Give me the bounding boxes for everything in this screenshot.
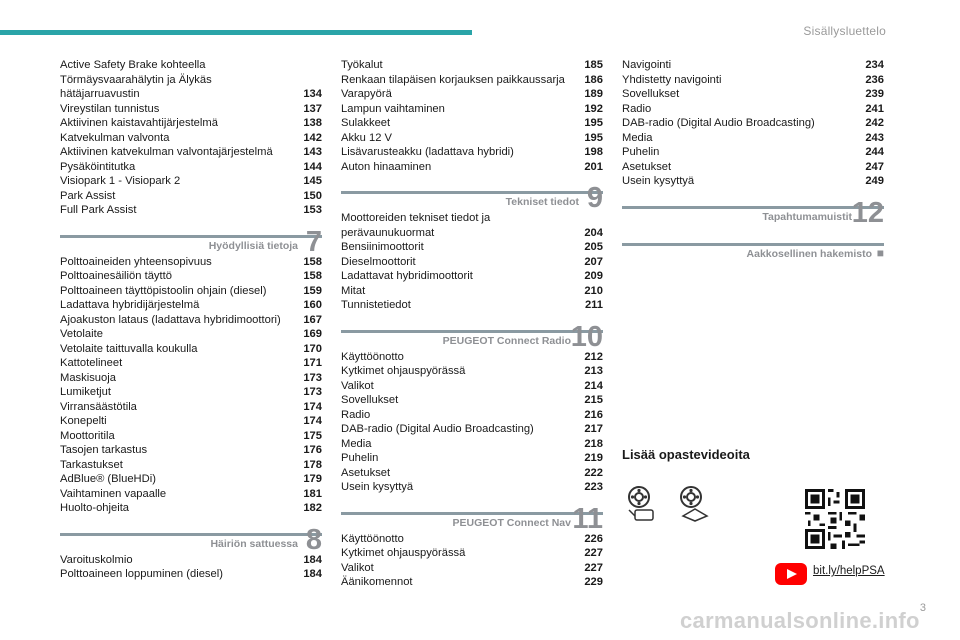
toc-entry-title: Radio xyxy=(341,408,371,421)
toc-entry-title: Äänikomennot xyxy=(341,576,413,588)
toc-entry-page: 234 xyxy=(865,59,884,71)
toc-entry-page: 150 xyxy=(303,189,322,202)
toc-entry-page: 198 xyxy=(584,146,603,158)
toc-entry-title: Full Park Assist xyxy=(60,204,137,216)
toc-entry[interactable] xyxy=(341,466,603,481)
section-title: Tekniset tiedot xyxy=(505,196,579,208)
toc-list xyxy=(341,350,603,495)
toc-entry-page: 138 xyxy=(303,117,322,129)
toc-entry-title: Tunnistetiedot xyxy=(341,299,411,311)
toc-entry[interactable] xyxy=(341,364,603,379)
toc-entry-page: 174 xyxy=(303,415,322,427)
toc-entry-title: Tasojen tarkastus xyxy=(60,444,148,456)
toc-entry-page: 186 xyxy=(584,73,603,86)
toc-entry-title: Kytkimet ohjauspyörässä xyxy=(341,365,466,377)
more-videos-title: Lisää opastevideoita xyxy=(622,447,750,462)
toc-entry[interactable] xyxy=(60,284,322,299)
toc-entry-title: Katvekulman valvonta xyxy=(60,131,170,144)
section-divider xyxy=(622,243,884,246)
toc-entry[interactable] xyxy=(60,443,322,458)
toc-entry[interactable] xyxy=(622,174,884,189)
toc-entry-title: Virransäästötila xyxy=(60,400,137,413)
section-title: Häiriön sattuessa xyxy=(210,537,298,550)
toc-entry[interactable] xyxy=(341,546,603,561)
toc-entry[interactable] xyxy=(60,131,322,146)
toc-entry-page: 169 xyxy=(303,328,322,340)
toc-entry[interactable] xyxy=(341,73,603,88)
toc-entry-title: Ladattava hybridijärjestelmä xyxy=(60,299,200,311)
section-number: 12 xyxy=(851,196,884,229)
toc-entry-title: Sovellukset xyxy=(622,88,680,100)
section-header-10 xyxy=(341,320,603,353)
section-header-9 xyxy=(341,182,603,214)
toc-entry[interactable] xyxy=(60,116,322,131)
toc-column-3 xyxy=(622,58,884,263)
toc-column-2 xyxy=(341,58,603,590)
toc-entry-title: AdBlue® (BlueHDi) xyxy=(60,473,156,485)
toc-entry-page: 227 xyxy=(584,547,603,559)
toc-entry-page: 179 xyxy=(303,473,322,485)
section-number: 8 xyxy=(305,523,322,556)
toc-entry-page: 243 xyxy=(865,131,884,144)
toc-entry-title: Konepelti xyxy=(60,415,107,427)
toc-entry[interactable] xyxy=(341,160,603,175)
toc-entry-title: Pysäköintitutka xyxy=(60,160,136,173)
video-tutorial-icon-2[interactable] xyxy=(677,486,709,522)
section-divider xyxy=(341,330,603,333)
toc-entry[interactable] xyxy=(341,379,603,394)
section-header-12 xyxy=(622,196,884,229)
toc-entry-title: Akku 12 V xyxy=(341,131,392,144)
toc-entry-title: Visiopark 1 - Visiopark 2 xyxy=(60,175,181,187)
toc-entry-page: 211 xyxy=(584,299,603,311)
toc-entry-page: 173 xyxy=(303,371,322,384)
toc-entry[interactable] xyxy=(622,58,884,73)
page-header-title: Sisällysluettelo xyxy=(803,24,886,38)
toc-entry[interactable] xyxy=(341,284,603,299)
section-number: 10 xyxy=(570,320,603,353)
toc-entry[interactable] xyxy=(341,422,603,437)
toc-entry-page: 137 xyxy=(303,102,322,115)
section-title: PEUGEOT Connect Nav xyxy=(452,516,571,529)
toc-entry-title: Moottoreiden tekniset tiedot ja xyxy=(341,212,491,224)
toc-entry[interactable] xyxy=(341,211,603,226)
toc-entry-page: 176 xyxy=(303,444,322,456)
toc-entry-title: Usein kysyttyä xyxy=(622,175,695,187)
toc-entry-title: Sovellukset xyxy=(341,394,399,406)
toc-entry[interactable] xyxy=(622,160,884,175)
toc-entry[interactable] xyxy=(60,371,322,386)
toc-entry-title: Puhelin xyxy=(622,146,660,158)
toc-entry[interactable] xyxy=(60,255,322,270)
toc-entry-page: 204 xyxy=(584,226,603,239)
toc-entry-page: 215 xyxy=(584,394,603,406)
toc-list xyxy=(60,255,322,516)
toc-entry[interactable] xyxy=(60,298,322,313)
section-number: 9 xyxy=(586,182,603,214)
toc-entry-page: 143 xyxy=(303,146,322,158)
toc-entry[interactable] xyxy=(60,356,322,371)
toc-entry-page: 219 xyxy=(584,452,603,464)
toc-entry-title: Puhelin xyxy=(341,452,379,464)
toc-entry-page: 153 xyxy=(303,204,322,216)
toc-entry-page: 201 xyxy=(584,160,603,173)
toc-entry-title: Active Safety Brake kohteella xyxy=(60,59,206,71)
toc-entry-page: 167 xyxy=(303,313,322,326)
toc-entry[interactable] xyxy=(341,102,603,117)
toc-entry-page: 226 xyxy=(584,532,603,545)
toc-entry[interactable] xyxy=(341,145,603,160)
toc-entry[interactable] xyxy=(60,567,322,582)
toc-entry[interactable] xyxy=(341,350,603,365)
toc-entry-page: 205 xyxy=(584,241,603,253)
toc-entry-title: Auton hinaaminen xyxy=(341,160,432,173)
toc-entry-page: 181 xyxy=(303,487,322,500)
toc-entry-title: Bensiinimoottorit xyxy=(341,241,424,253)
toc-entry-title: Polttoainesäiliön täyttö xyxy=(60,270,172,282)
toc-entry-page: 182 xyxy=(303,502,322,514)
toc-entry-title: Vetolaite taittuvalla koukulla xyxy=(60,342,198,355)
section-divider xyxy=(341,512,603,515)
help-video-link[interactable]: bit.ly/helpPSA xyxy=(813,565,885,577)
toc-entry[interactable] xyxy=(60,429,322,444)
toc-entry-title: Lumiketjut xyxy=(60,386,111,398)
toc-entry-page: 171 xyxy=(303,357,322,369)
toc-entry[interactable] xyxy=(341,226,603,241)
toc-entry[interactable] xyxy=(622,73,884,88)
toc-entry-title: Polttoaineiden yhteensopivuus xyxy=(60,255,212,268)
toc-entry-title: Varapyörä xyxy=(341,88,392,100)
toc-entry-title: Ladattavat hybridimoottorit xyxy=(341,270,473,282)
toc-entry-page: 212 xyxy=(584,350,603,363)
toc-entry[interactable] xyxy=(341,131,603,146)
toc-entry-title: DAB-radio (Digital Audio Broadcasting) xyxy=(341,423,534,435)
toc-entry-title: Käyttöönotto xyxy=(341,532,404,545)
section-header-11 xyxy=(341,502,603,535)
section-header-index xyxy=(622,238,884,263)
toc-entry-page: 217 xyxy=(584,423,603,435)
toc-entry-page: 185 xyxy=(584,59,603,71)
toc-entry[interactable] xyxy=(60,327,322,342)
section-number: 11 xyxy=(572,502,603,535)
toc-entry[interactable] xyxy=(622,116,884,131)
toc-list xyxy=(622,58,884,189)
toc-entry-title: Valikot xyxy=(341,561,374,574)
toc-entry-page: 142 xyxy=(303,131,322,144)
toc-list xyxy=(341,58,603,174)
toc-entry-page: 236 xyxy=(865,73,884,86)
toc-entry[interactable] xyxy=(341,240,603,255)
toc-entry[interactable] xyxy=(60,458,322,473)
toc-list xyxy=(341,532,603,590)
toc-entry-title: Asetukset xyxy=(622,160,672,173)
toc-entry[interactable] xyxy=(341,480,603,495)
section-title: Tapahtumamuistit xyxy=(762,210,852,223)
toc-entry-page: 223 xyxy=(584,481,603,493)
toc-entry-page: 184 xyxy=(303,553,322,566)
toc-entry-title: Yhdistetty navigointi xyxy=(622,73,722,86)
section-title: Hyödyllisiä tietoja xyxy=(208,239,298,252)
toc-entry-page: 218 xyxy=(584,437,603,450)
toc-entry-title: Dieselmoottorit xyxy=(341,255,416,268)
toc-entry-title: Aktiivinen kaistavahtijärjestelmä xyxy=(60,117,218,129)
toc-entry[interactable] xyxy=(60,385,322,400)
toc-entry-title: Käyttöönotto xyxy=(341,350,404,363)
toc-entry-title: Vetolaite xyxy=(60,328,103,340)
section-header-7 xyxy=(60,225,322,258)
toc-entry-page: 195 xyxy=(584,131,603,144)
toc-entry[interactable] xyxy=(341,561,603,576)
toc-entry-page: 241 xyxy=(865,102,884,115)
watermark: carmanualsonline.info xyxy=(680,608,920,633)
toc-entry[interactable] xyxy=(622,102,884,117)
toc-entry[interactable] xyxy=(622,87,884,102)
toc-entry-title: Radio xyxy=(622,102,652,115)
toc-entry[interactable] xyxy=(60,160,322,175)
toc-entry-page: 242 xyxy=(865,117,884,129)
toc-entry-page: 207 xyxy=(584,255,603,268)
toc-entry-title: hätäjarruavustin xyxy=(60,88,140,100)
toc-entry-page: 174 xyxy=(303,400,322,413)
toc-entry[interactable] xyxy=(60,414,322,429)
toc-list xyxy=(60,58,322,218)
toc-entry-page: 134 xyxy=(303,88,322,100)
toc-entry-title: Moottoritila xyxy=(60,429,115,442)
toc-entry-page: 229 xyxy=(584,576,603,588)
toc-entry-page: 175 xyxy=(303,429,322,442)
toc-entry-title: Huolto-ohjeita xyxy=(60,502,130,514)
section-divider xyxy=(60,235,322,238)
toc-entry[interactable] xyxy=(60,400,322,415)
toc-entry-page: 247 xyxy=(865,160,884,173)
toc-entry-title: Usein kysyttyä xyxy=(341,481,414,493)
toc-entry[interactable] xyxy=(622,145,884,160)
youtube-icon[interactable] xyxy=(775,563,807,585)
toc-entry-page: 213 xyxy=(584,365,603,377)
toc-entry[interactable] xyxy=(60,87,322,102)
toc-entry-page: 173 xyxy=(303,386,322,398)
toc-entry-page: 192 xyxy=(584,102,603,115)
page-number: 3 xyxy=(919,602,926,614)
toc-entry-title: Vaihtaminen vapaalle xyxy=(60,487,167,500)
section-marker: ■ xyxy=(876,245,884,260)
header-accent-bar xyxy=(0,30,472,35)
toc-entry-page: 184 xyxy=(303,568,322,580)
toc-entry-title: Lampun vaihtaminen xyxy=(341,102,445,115)
toc-entry-title: Aktiivinen katvekulman valvontajärjestelmä xyxy=(60,146,273,158)
toc-entry[interactable] xyxy=(341,532,603,547)
toc-entry-title: Park Assist xyxy=(60,189,116,202)
toc-entry-title: Kattotelineet xyxy=(60,357,123,369)
toc-entry[interactable] xyxy=(60,102,322,117)
section-divider xyxy=(341,191,603,194)
toc-entry-title: Työkalut xyxy=(341,59,383,71)
toc-entry-title: Ajoakuston lataus (ladattava hybridimoottori) xyxy=(60,313,281,326)
toc-entry[interactable] xyxy=(60,203,322,218)
video-tutorial-icon[interactable] xyxy=(625,486,657,522)
toc-entry[interactable] xyxy=(341,116,603,131)
toc-entry[interactable] xyxy=(60,313,322,328)
toc-entry-title: Media xyxy=(341,437,372,450)
toc-column-1 xyxy=(60,58,322,582)
toc-entry[interactable] xyxy=(60,145,322,160)
toc-entry[interactable] xyxy=(341,575,603,590)
qr-code-icon[interactable] xyxy=(805,489,865,549)
toc-entry[interactable] xyxy=(622,131,884,146)
toc-entry-title: Valikot xyxy=(341,379,374,392)
toc-entry-title: Törmäysvaarahälytin ja Älykäs xyxy=(60,73,212,86)
toc-entry-page: 189 xyxy=(584,88,603,100)
toc-entry-page: 170 xyxy=(303,342,322,355)
toc-entry-title: Tarkastukset xyxy=(60,458,123,471)
toc-entry[interactable] xyxy=(341,393,603,408)
toc-entry[interactable] xyxy=(341,298,603,313)
toc-entry-page: 209 xyxy=(584,270,603,282)
toc-entry[interactable] xyxy=(60,73,322,88)
toc-entry[interactable] xyxy=(60,58,322,73)
toc-entry[interactable] xyxy=(341,255,603,270)
toc-entry-title: Polttoaineen loppuminen (diesel) xyxy=(60,568,223,580)
section-divider xyxy=(60,533,322,536)
toc-entry-title: DAB-radio (Digital Audio Broadcasting) xyxy=(622,117,815,129)
toc-entry-page: 145 xyxy=(303,175,322,187)
toc-entry-title: Mitat xyxy=(341,284,366,297)
toc-entry-page: 144 xyxy=(303,160,322,173)
toc-entry-page: 249 xyxy=(865,175,884,187)
toc-entry-page: 214 xyxy=(584,379,603,392)
toc-entry[interactable] xyxy=(341,408,603,423)
section-header-8 xyxy=(60,523,322,556)
toc-entry[interactable] xyxy=(341,58,603,73)
toc-entry-page: 222 xyxy=(584,466,603,479)
toc-entry[interactable] xyxy=(60,487,322,502)
toc-entry[interactable] xyxy=(60,189,322,204)
toc-entry[interactable] xyxy=(60,472,322,487)
toc-entry[interactable] xyxy=(341,269,603,284)
toc-entry-page: 160 xyxy=(303,299,322,311)
section-title: Aakkosellinen hakemisto xyxy=(746,247,872,260)
toc-entry-title: perävaunukuormat xyxy=(341,226,435,239)
toc-entry[interactable] xyxy=(60,174,322,189)
toc-entry-title: Maskisuoja xyxy=(60,371,116,384)
toc-entry-page: 158 xyxy=(303,255,322,268)
toc-entry-title: Varoituskolmio xyxy=(60,553,133,566)
toc-entry-title: Renkaan tilapäisen korjauksen paikkaussarja xyxy=(341,73,565,86)
toc-list xyxy=(341,211,603,313)
toc-entry[interactable] xyxy=(60,342,322,357)
section-number: 7 xyxy=(305,225,322,258)
toc-entry-title: Sulakkeet xyxy=(341,117,391,129)
section-title: PEUGEOT Connect Radio xyxy=(442,334,571,347)
toc-entry[interactable] xyxy=(341,437,603,452)
toc-entry-title: Media xyxy=(622,131,653,144)
toc-entry-page: 244 xyxy=(865,146,884,158)
toc-entry-title: Lisävarusteakku (ladattava hybridi) xyxy=(341,146,514,158)
toc-entry-title: Vireystilan tunnistus xyxy=(60,102,160,115)
toc-entry[interactable] xyxy=(60,553,322,568)
toc-entry-page: 239 xyxy=(865,88,884,100)
toc-entry-title: Kytkimet ohjauspyörässä xyxy=(341,547,466,559)
toc-entry-title: Polttoaineen täyttöpistoolin ohjain (diesel) xyxy=(60,284,267,297)
toc-entry[interactable] xyxy=(60,269,322,284)
section-divider xyxy=(622,206,884,209)
toc-entry[interactable] xyxy=(341,451,603,466)
toc-entry-page: 158 xyxy=(303,270,322,282)
toc-entry-page: 159 xyxy=(303,284,322,297)
toc-entry[interactable] xyxy=(60,501,322,516)
toc-entry[interactable] xyxy=(341,87,603,102)
toc-entry-page: 178 xyxy=(303,458,322,471)
toc-entry-page: 195 xyxy=(584,117,603,129)
toc-entry-page: 227 xyxy=(584,561,603,574)
toc-entry-page: 216 xyxy=(584,408,603,421)
toc-entry-title: Navigointi xyxy=(622,59,672,71)
toc-entry-title: Asetukset xyxy=(341,466,391,479)
toc-entry-page: 210 xyxy=(584,284,603,297)
toc-list xyxy=(60,553,322,582)
